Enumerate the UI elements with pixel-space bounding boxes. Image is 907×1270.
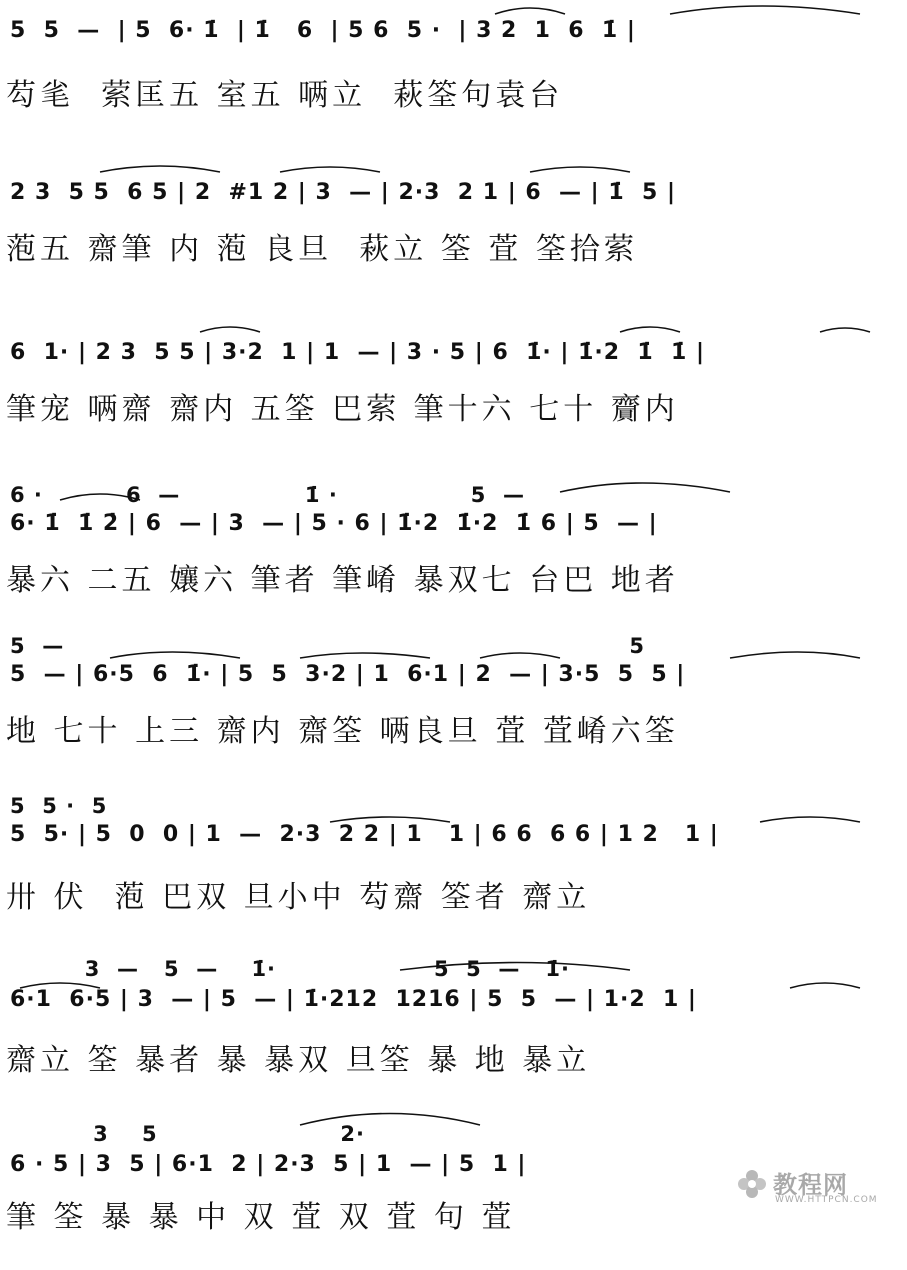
score-system-4 (0, 475, 907, 625)
score-system-5 (0, 632, 907, 782)
tablature-line: 筆 筌 暴 暴 中 双 萓 双 萓 句 萓 (6, 1200, 516, 1235)
numbered-notation-line: 5 5· | 5 0 0 | 1 — 2·3 2 2 | 1 1 | 6 6 6 6 | 1 2 1 | (10, 822, 719, 847)
score-system-2 (0, 158, 907, 308)
tablature-line: 芶毟 萦匡五 室五 唡立 萩筌句袁台 (6, 78, 564, 113)
upper-voice-line: 3 5 2· (10, 1122, 366, 1146)
tablature-line: 萢五 齋筆 内 萢 良旦 萩立 筌 萓 筌拾萦 (6, 232, 638, 267)
numbered-notation-line: 6 1· | 2 3 5 5 | 3·2 1 | 1 — | 3 · 5 | 6 1̇· | 1̇·2 1̇ 1̇ | (10, 340, 706, 365)
numbered-notation-line: 2 3 5 5 6 5 | 2 #1 2 | 3 — | 2·3 2 1 | 6 — | 1̇ 5 | (10, 180, 677, 205)
upper-voice-line: 5 — 5 (10, 634, 645, 658)
numbered-notation-line: 6· 1̇ 1̇ 2̇ | 6 — | 3 — | 5 · 6 | 1̇·2 1̇·2 1̇ 6 | 5 — | (10, 511, 658, 536)
watermark-name: 教程网 (773, 1171, 848, 1199)
numbered-notation-line: 5 — | 6·5 6 1̇· | 5 5 3·2 | 1 6·1 | 2 — | 3·5 5 5 | (10, 662, 686, 687)
tablature-line: 卅 伏 萢 巴双 旦小中 芶齋 筌者 齋立 (6, 880, 591, 915)
upper-voice-line: 6 · 6 — 1̇ · 5 — (10, 483, 526, 507)
tablature-line: 地 七十 上三 齋内 齋筌 唡良旦 萓 萓崤六筌 (6, 714, 679, 749)
numbered-notation-line: 5 5 — | 5 6· 1̇ | 1̇ 6 | 5 6 5 · | 3 2 1 6 1̇ | (10, 18, 636, 43)
tablature-line: 齋立 筌 暴者 暴 暴双 旦筌 暴 地 暴立 (6, 1043, 591, 1078)
score-system-3 (0, 318, 907, 468)
tablature-line: 筆宠 唡齋 齋内 五筌 巴萦 筆十六 七十 齎内 (6, 392, 679, 427)
score-system-6 (0, 792, 907, 942)
site-watermark (735, 1163, 895, 1213)
tablature-line: 暴六 二五 孃六 筆者 筆崤 暴双七 台巴 地者 (6, 563, 679, 598)
upper-voice-line: 5 5 · 5 (10, 794, 108, 818)
score-system-7 (0, 955, 907, 1105)
upper-voice-line: 3 — 5 — 1̇· 5 5 — 1̇· (10, 957, 570, 981)
score-system-1 (0, 8, 907, 158)
numbered-notation-line: 6 · 5 | 3 5 | 6·1 2 | 2·3 5 | 1 — | 5 1 | (10, 1152, 527, 1177)
numbered-notation-line: 6·1 6·5 | 3 — | 5 — | 1̇·212 1216 | 5 5 — | 1·2 1 | (10, 987, 697, 1012)
watermark-url: WWW.HTTPCN.COM (775, 1195, 878, 1205)
flower-logo-icon (735, 1167, 769, 1201)
